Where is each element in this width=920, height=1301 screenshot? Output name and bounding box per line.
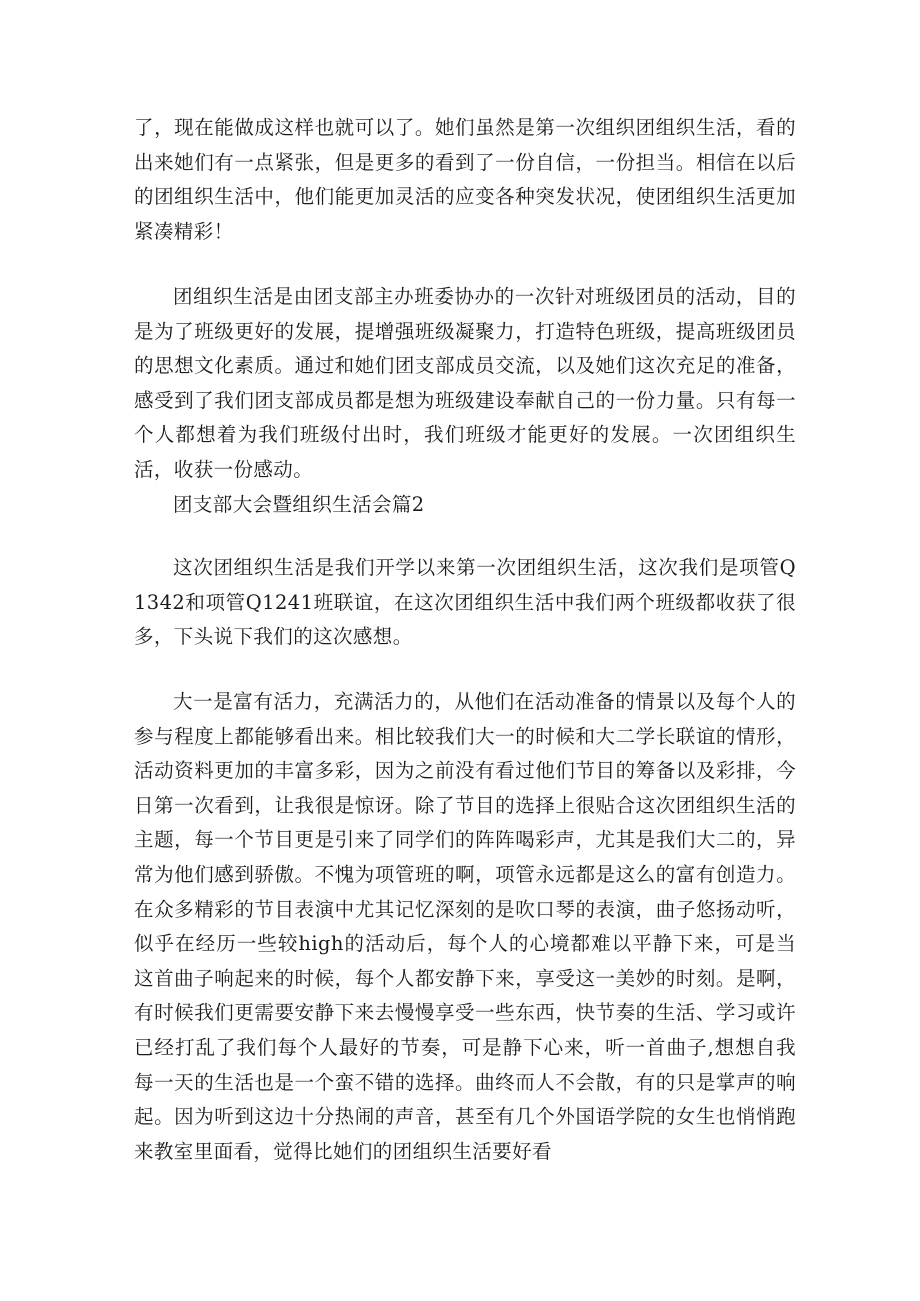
paragraph-4-block bbox=[134, 685, 796, 1169]
section-heading: 团支部大会暨组织生活会篇2 bbox=[173, 492, 425, 516]
paragraph-4: 大一是富有活力，充满活力的，从他们在活动准备的情景以及每个人的参与程度上都能够看出来。相比较我们大一的时候和大二学长联谊的情形，活动资料更加的丰富多彩，因为之前没有看过他们节目的筹备以及彩排，今日第一次看到，让我很是惊讶。除了节目的选择上很贴合这次团组织生活的主题，每一个节目更是引来了同学们的阵阵喝彩声，尤其是我们大二的，异常为他们感到骄傲。不愧为项管班的啊，项管永远都是这么的富有创造力。在众多精彩的节目表演中尤其记忆深刻的是吹口琴的表演，曲子悠扬动听，似乎在经历一些较high的活动后，每个人的心境都难以平静下来，可是当这首曲子响起来的时候，每个人都安静下来，享受这一美妙的时刻。是啊，有时候我们更需要安静下来去慢慢享受一些东西，快节奏的生活、学习或许已经打乱了我们每个人最好的节奏，可是静下心来，听一首曲子,想想自我每一天的生活也是一个蛮不错的选择。曲终而人不会散，有的只是掌声的响起。因为听到这边十分热闹的声音，甚至有几个外国语学院的女生也悄悄跑来教室里面看，觉得比她们的团组织生活要好看 bbox=[134, 690, 796, 1163]
paragraph-1-block bbox=[134, 111, 796, 249]
paragraph-2-block bbox=[134, 280, 796, 522]
paragraph-3: 这次团组织生活是我们开学以来第一次团组织生活，这次我们是项管Q1342和项管Q1241班联谊，在这次团组织生活中我们两个班级都收获了很多，下头说下我们的这次感想。 bbox=[134, 556, 796, 649]
paragraph-2: 团组织生活是由团支部主办班委协办的一次针对班级团员的活动，目的是为了班级更好的发展，提增强班级凝聚力，打造特色班级，提高班级团员的思想文化素质。通过和她们团支部成员交流，以及她们这次充足的准备，感受到了我们团支部成员都是想为班级建设奉献自己的一份力量。只有每一个人都想着为我们班级付出时，我们班级才能更好的发展。一次团组织生活，收获一份感动。 bbox=[134, 285, 796, 481]
paragraph-1: 了，现在能做成这样也就可以了。她们虽然是第一次组织团组织生活，看的出来她们有一点紧张，但是更多的看到了一份自信，一份担当。相信在以后的团组织生活中，他们能更加灵活的应变各种突发状况，使团组织生活更加紧凑精彩！ bbox=[134, 116, 796, 243]
paragraph-3-block bbox=[134, 551, 796, 655]
